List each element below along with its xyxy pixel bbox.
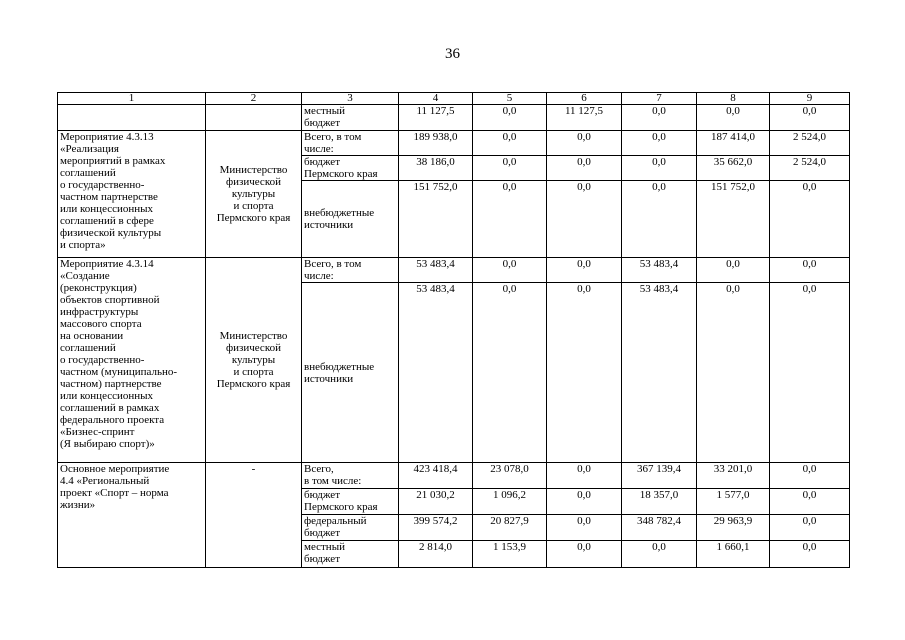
table-row xyxy=(58,258,850,283)
amount-cell: 0,0 xyxy=(547,541,622,568)
funding-source: местный бюджет xyxy=(302,105,399,131)
amount-cell: 0,0 xyxy=(622,131,697,156)
amount-cell: 11 127,5 xyxy=(399,105,473,131)
column-number: 2 xyxy=(206,93,302,105)
amount-cell: 0,0 xyxy=(770,463,850,489)
amount-cell: 0,0 xyxy=(697,105,770,131)
column-number: 3 xyxy=(302,93,399,105)
amount-cell: 0,0 xyxy=(770,258,850,283)
funding-source: внебюджетные источники xyxy=(302,181,399,258)
amount-cell: 1 577,0 xyxy=(697,489,770,515)
amount-cell: 0,0 xyxy=(547,258,622,283)
executor-name: Министерство физической культуры и спорта Пермского края xyxy=(206,258,302,463)
funding-source: бюджет Пермского края xyxy=(302,156,399,181)
amount-cell: 33 201,0 xyxy=(697,463,770,489)
table-row xyxy=(58,105,850,131)
amount-cell: 0,0 xyxy=(473,156,547,181)
amount-cell: 0,0 xyxy=(547,515,622,541)
funding-source: Всего, в том числе: xyxy=(302,131,399,156)
amount-cell: 35 662,0 xyxy=(697,156,770,181)
amount-cell: 21 030,2 xyxy=(399,489,473,515)
amount-cell: 0,0 xyxy=(770,181,850,258)
column-number: 9 xyxy=(770,93,850,105)
amount-cell: 423 418,4 xyxy=(399,463,473,489)
amount-cell: 38 186,0 xyxy=(399,156,473,181)
amount-cell: 0,0 xyxy=(547,181,622,258)
amount-cell: 0,0 xyxy=(473,283,547,463)
measure-name: Мероприятие 4.3.14 «Создание (реконструкция) объектов спортивной инфраструктуры массового спорта на основании соглашений о государственно- частном (муниципально- частном) партнерстве или концессионных соглашений в рамках федерального проекта «Бизнес-спринт (Я выбираю спорт)» xyxy=(58,258,206,463)
amount-cell: 29 963,9 xyxy=(697,515,770,541)
amount-cell: 2 524,0 xyxy=(770,156,850,181)
amount-cell: 0,0 xyxy=(622,156,697,181)
amount-cell: 399 574,2 xyxy=(399,515,473,541)
amount-cell: 2 814,0 xyxy=(399,541,473,568)
column-number: 5 xyxy=(473,93,547,105)
funding-source: Всего, в том числе: xyxy=(302,258,399,283)
executor-cell xyxy=(206,105,302,131)
executor-name: - xyxy=(206,463,302,568)
amount-cell: 23 078,0 xyxy=(473,463,547,489)
amount-cell: 367 139,4 xyxy=(622,463,697,489)
amount-cell: 0,0 xyxy=(697,258,770,283)
funding-source: местный бюджет xyxy=(302,541,399,568)
amount-cell: 11 127,5 xyxy=(547,105,622,131)
column-number: 7 xyxy=(622,93,697,105)
amount-cell: 0,0 xyxy=(697,283,770,463)
measure-name: Основное мероприятие 4.4 «Региональный проект «Спорт – норма жизни» xyxy=(58,463,206,568)
amount-cell: 53 483,4 xyxy=(399,283,473,463)
amount-cell: 20 827,9 xyxy=(473,515,547,541)
amount-cell: 189 938,0 xyxy=(399,131,473,156)
table-row xyxy=(58,131,850,156)
amount-cell: 187 414,0 xyxy=(697,131,770,156)
measure-cell xyxy=(58,105,206,131)
funding-source: Всего, в том числе: xyxy=(302,463,399,489)
amount-cell: 1 660,1 xyxy=(697,541,770,568)
column-number: 8 xyxy=(697,93,770,105)
amount-cell: 0,0 xyxy=(770,515,850,541)
amount-cell: 1 153,9 xyxy=(473,541,547,568)
amount-cell: 53 483,4 xyxy=(622,283,697,463)
page-number: 36 xyxy=(445,46,460,62)
amount-cell: 0,0 xyxy=(622,105,697,131)
funding-source: внебюджетные источники xyxy=(302,283,399,463)
amount-cell: 0,0 xyxy=(622,181,697,258)
column-number-row xyxy=(58,93,850,105)
amount-cell: 18 357,0 xyxy=(622,489,697,515)
amount-cell: 0,0 xyxy=(473,131,547,156)
amount-cell: 0,0 xyxy=(770,541,850,568)
budget-table xyxy=(57,92,850,568)
amount-cell: 0,0 xyxy=(473,181,547,258)
amount-cell: 151 752,0 xyxy=(399,181,473,258)
funding-source: бюджет Пермского края xyxy=(302,489,399,515)
column-number: 4 xyxy=(399,93,473,105)
column-number: 1 xyxy=(58,93,206,105)
amount-cell: 1 096,2 xyxy=(473,489,547,515)
amount-cell: 348 782,4 xyxy=(622,515,697,541)
executor-name: Министерство физической культуры и спорта Пермского края xyxy=(206,131,302,258)
amount-cell: 151 752,0 xyxy=(697,181,770,258)
amount-cell: 53 483,4 xyxy=(399,258,473,283)
amount-cell: 0,0 xyxy=(547,283,622,463)
measure-name: Мероприятие 4.3.13 «Реализация мероприятий в рамках соглашений о государственно- частном партнерстве или концессионных соглашений в сфере физической культуры и спорта» xyxy=(58,131,206,258)
amount-cell: 0,0 xyxy=(547,463,622,489)
amount-cell: 0,0 xyxy=(473,105,547,131)
amount-cell: 0,0 xyxy=(547,156,622,181)
amount-cell: 0,0 xyxy=(473,258,547,283)
funding-source: федеральный бюджет xyxy=(302,515,399,541)
amount-cell: 0,0 xyxy=(547,489,622,515)
amount-cell: 0,0 xyxy=(770,105,850,131)
amount-cell: 0,0 xyxy=(547,131,622,156)
amount-cell: 0,0 xyxy=(770,489,850,515)
table-row xyxy=(58,463,850,489)
column-number: 6 xyxy=(547,93,622,105)
amount-cell: 2 524,0 xyxy=(770,131,850,156)
amount-cell: 0,0 xyxy=(770,283,850,463)
amount-cell: 0,0 xyxy=(622,541,697,568)
amount-cell: 53 483,4 xyxy=(622,258,697,283)
